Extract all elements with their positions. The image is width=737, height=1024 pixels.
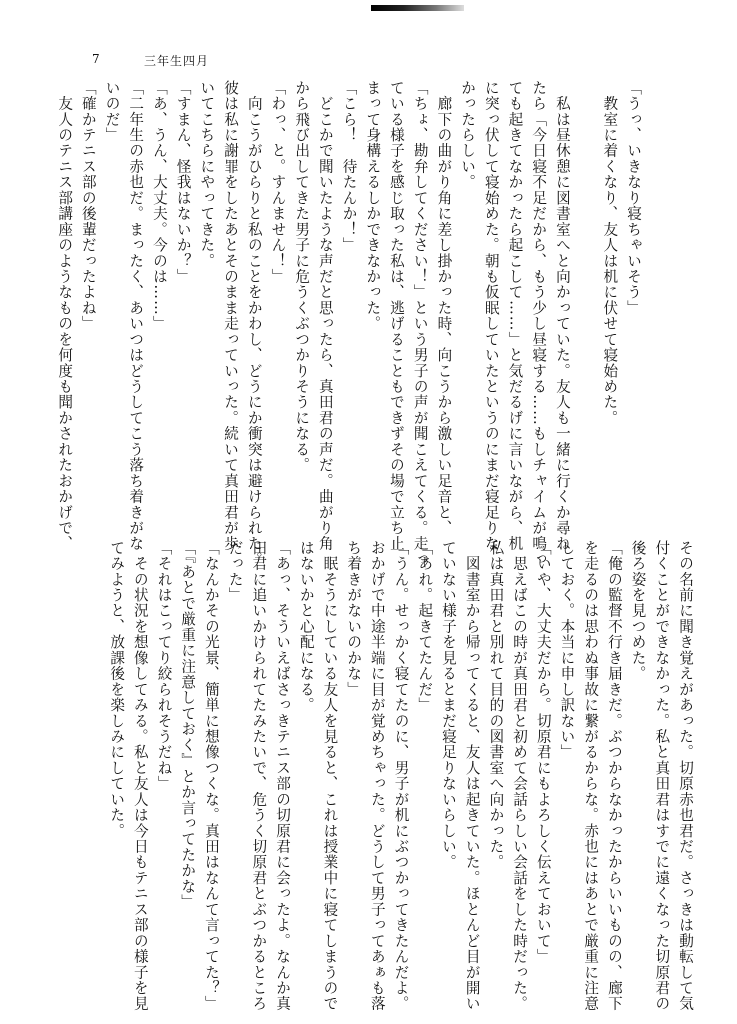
text-line: どこかで聞いたような声だと思ったら、真田君の声だ。曲がり角 bbox=[316, 80, 334, 552]
text-line: 「うん。せっかく寝てたのに、男子が机にぶつかってきたんだよ。 bbox=[392, 540, 410, 1012]
text-line: だった」 bbox=[226, 540, 244, 603]
text-line: 「うっ、いきなり寝ちゃいそう」 bbox=[625, 80, 642, 316]
chapter-title: 三年生四月 bbox=[144, 54, 210, 68]
text-line: 眠そうにしている友人を見ると、これは授業中に寝てしまうので bbox=[321, 540, 339, 1012]
text-line: いてこちらにやってきた。 bbox=[198, 80, 216, 269]
text-line: 「それはこってり絞られそうだね」 bbox=[155, 540, 173, 792]
text-line: 「確かテニス部の後輩だったよね」 bbox=[79, 80, 97, 332]
text-line: 私は昼休憩に図書室へと向かっていた。友人も一緒に行くか尋ね bbox=[553, 80, 571, 552]
text-line: 私は真田君と別れて目的の図書室へ向かった。 bbox=[487, 540, 505, 871]
text-line: 廊下の曲がり角に差し掛かった時、向こうから激しい足音と、 bbox=[435, 80, 453, 536]
header-bar-graphic bbox=[371, 5, 464, 11]
text-line bbox=[574, 80, 598, 520]
text-line: 友人のテニス部講座のようなものを何度も聞かされたおかげで、 bbox=[56, 80, 74, 552]
page-number: 7 bbox=[92, 52, 100, 66]
text-line: てみようと、放課後を楽しみにしていた。 bbox=[108, 540, 126, 839]
text-line: 田君に追いかけられてたみたいで、危うく切原君とぶつかるところ bbox=[250, 540, 268, 1012]
text-line: はないかと心配になる。 bbox=[297, 540, 315, 713]
text-line: 図書室から帰ってくると、友人は起きていた。ほとんど目が開い bbox=[463, 540, 481, 1012]
text-line: 「すまん、怪我はないか？」 bbox=[174, 80, 192, 285]
text-line: ても起きてなかったら起こして……」と気だるげに言いながら、机 bbox=[506, 80, 524, 552]
upper-text-block bbox=[52, 80, 645, 568]
text-line: 向こうがひらりと私のことをかわし、どうにか衝突は避けられた。 bbox=[245, 80, 263, 568]
text-line: 「あっ、そういえばさっきテニス部の切原君に会ったよ。なんか真 bbox=[274, 540, 292, 1012]
text-line: 後ろ姿を見つめた。 bbox=[629, 540, 647, 682]
text-line: かったらしい。 bbox=[459, 80, 477, 191]
text-line: たら「今日寝不足だから、もう少し昼寝する……もしチャイムが鳴っ bbox=[530, 80, 548, 568]
text-line: を走るのは思わぬ事故に繋がるからな。赤也にはあとで厳重に注意 bbox=[582, 540, 600, 1012]
text-line: 「ちょ、勘弁してください！」という男子の声が聞こえてくる。走っ bbox=[411, 80, 429, 568]
text-line: 「『あとで厳重に注意しておく』とか言ってたかな」 bbox=[179, 540, 197, 910]
text-line: 「二年生の赤也だ。まったく、あいつはどうしてこう落ち着きがな bbox=[127, 80, 145, 552]
text-line: ていない様子を見るとまだ寝足りないらしい。 bbox=[439, 540, 457, 871]
text-line: 思えばこの時が真田君と初めて会話らしい会話をした時だった。 bbox=[511, 540, 529, 1012]
text-line: に突っ伏して寝始めた。朝も仮眠していたというのにまだ寝足りな bbox=[482, 80, 500, 552]
text-line: その名前に聞き覚えがあった。切原赤也君だ。さっきは動転して気 bbox=[677, 540, 694, 1012]
text-line: 「なんかその光景、簡単に想像つくな。真田はなんて言ってた？」 bbox=[202, 540, 220, 1012]
text-line: 彼は私に謝罪をしたあとそのまま走っていった。続いて真田君が歩 bbox=[222, 80, 240, 552]
text-line: まって身構えるしかできなかった。 bbox=[364, 80, 382, 332]
text-line: 「あ、うん、大丈夫。今のは……」 bbox=[150, 80, 168, 332]
lower-text-block bbox=[104, 540, 697, 1012]
text-line: 「こら！ 待たんか！」 bbox=[340, 80, 358, 253]
text-line: 教室に着くなり、友人は机に伏せて寝始めた。 bbox=[601, 80, 619, 426]
text-line: 「わっ、と。すんません！」 bbox=[269, 80, 287, 285]
text-line: 付くことができなかった。私と真田君はすでに遠くなった切原君の bbox=[653, 540, 671, 1012]
text-line: ち着きがないのかな」 bbox=[345, 540, 363, 698]
text-line: から飛び出してきた男子に危うくぶつかりそうになる。 bbox=[293, 80, 311, 473]
text-line: 「俺の監督不行き届きだ。ぶつからなかったからいいものの、廊下 bbox=[605, 540, 623, 1012]
text-line: 「あれ。起きてたんだ」 bbox=[416, 540, 434, 713]
text-line: その状況を想像してみる。私と友人は今日もテニス部の様子を見 bbox=[131, 540, 149, 1012]
text-line: 「いや、大丈夫だから。切原君にもよろしく伝えておいて」 bbox=[534, 540, 552, 965]
text-line: しておく。本当に申し訳ない」 bbox=[558, 540, 576, 761]
text-line: おかげで中途半端に目が覚めちゃった。どうして男子ってあぁも落 bbox=[368, 540, 386, 1012]
text-line: ている様子を感じ取った私は、逃げることもできずその場で立ち止 bbox=[387, 80, 405, 552]
text-line: いのだ」 bbox=[103, 80, 121, 143]
